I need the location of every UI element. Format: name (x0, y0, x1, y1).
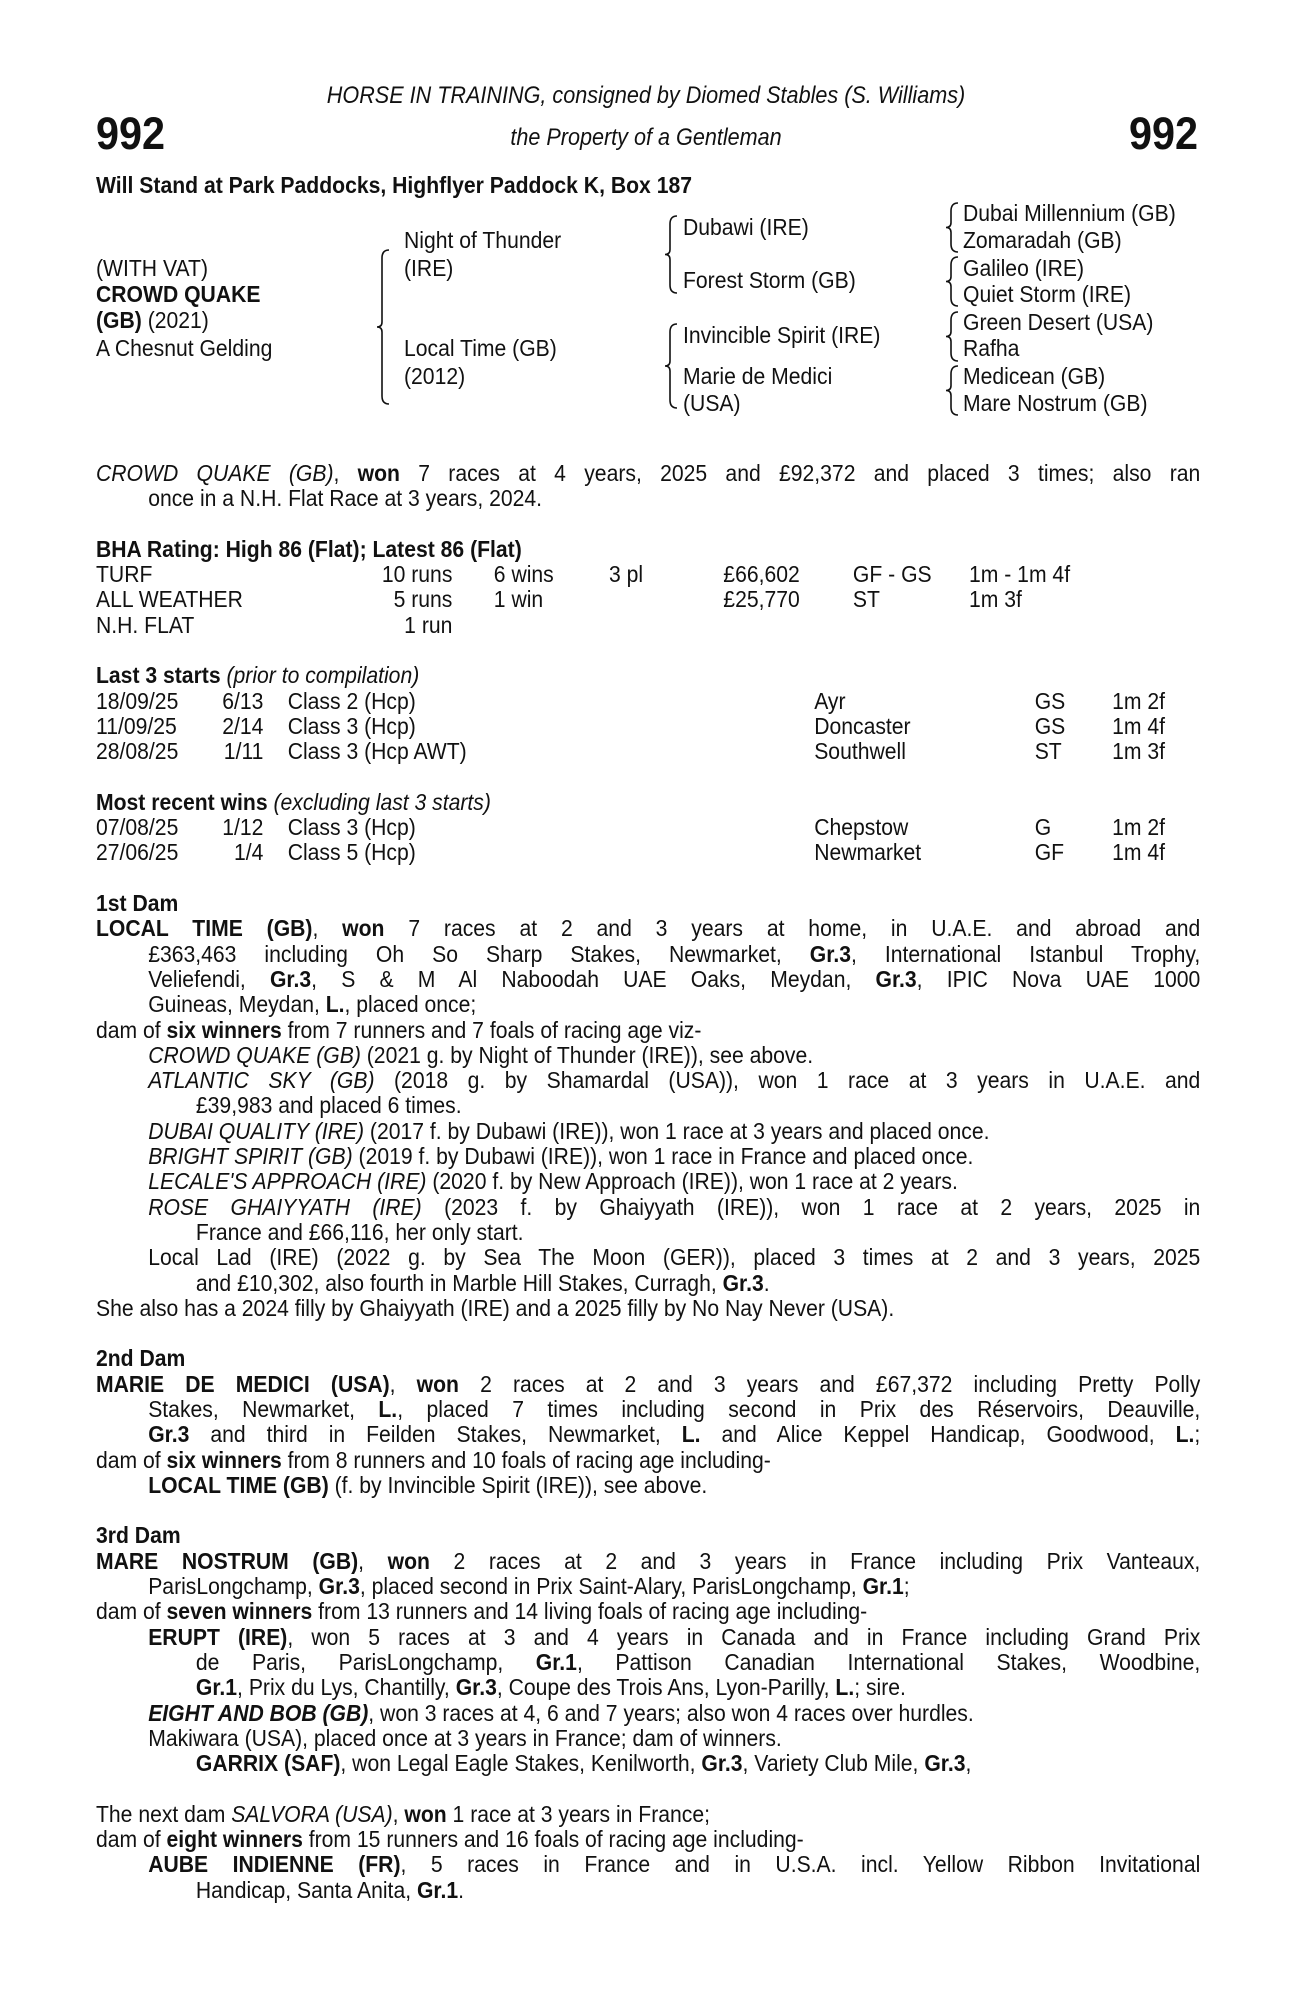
text-segment: ATLANTIC SKY (GB) (148, 1068, 375, 1094)
text-line (96, 1751, 1200, 1776)
text-segment: L. (325, 991, 345, 1018)
text-line (96, 1195, 1200, 1220)
race-class: Class 3 (Hcp) (287, 712, 416, 739)
text-segment: . (763, 1269, 770, 1296)
text-segment: Veliefendi, (148, 966, 270, 992)
spacer (96, 512, 1200, 537)
gen3-brace-1-icon (946, 203, 958, 252)
dam-name: Local Time (GB) (404, 335, 557, 361)
surface-label: ALL WEATHER (96, 586, 243, 613)
text-segment: (2020 f. by New Approach (IRE)), won 1 race at 2 years. (426, 1168, 958, 1195)
prize-money: £66,602 (723, 561, 800, 588)
text-line (96, 1650, 1200, 1675)
text-segment: 1 race at 3 years in France; (446, 1800, 711, 1827)
text-line (96, 1625, 1200, 1650)
going: GF - GS (852, 561, 932, 588)
text-segment: 3rd Dam (96, 1522, 181, 1549)
runs: 5 runs (393, 586, 453, 613)
text-segment: , won Legal Eagle Stakes, Kenilworth, (340, 1750, 702, 1777)
text-segment: won (387, 1548, 430, 1574)
text-segment: L. (681, 1422, 701, 1448)
text-segment: ERUPT (IRE) (148, 1624, 288, 1650)
dam-dam: Marie de Medici (683, 363, 833, 389)
sire-country: (IRE) (404, 255, 454, 281)
gen3-3: Galileo (IRE) (963, 255, 1085, 281)
text-segment: won (404, 1800, 447, 1827)
spacer (96, 1498, 1200, 1523)
text-segment: SALVORA (USA) (231, 1800, 393, 1827)
distance: 1m 3f (969, 586, 1022, 613)
gen3-brace-4-icon (946, 366, 958, 415)
text-segment: GARRIX (SAF) (195, 1750, 341, 1777)
text-segment: £39,983 and placed 6 times. (195, 1092, 462, 1119)
text-segment: Last 3 starts (96, 662, 221, 689)
horse-name: CROWD QUAKE (96, 281, 261, 307)
wins: 1 win (493, 586, 544, 613)
going: ST (1034, 738, 1062, 765)
text-segment: France and £66,116, her only start. (195, 1218, 524, 1245)
text-segment: ROSE GHAIYYATH (IRE) (148, 1194, 422, 1220)
spacer (96, 638, 1200, 663)
text-segment: , Prix du Lys, Chantilly, (237, 1674, 456, 1701)
surface-label: TURF (96, 561, 153, 588)
text-segment: seven winners (166, 1598, 313, 1625)
text-line (96, 1574, 1200, 1599)
race-class: Class 3 (Hcp) (287, 814, 416, 841)
text-segment: BRIGHT SPIRIT (GB) (148, 1143, 353, 1170)
text-segment: L. (835, 1674, 855, 1701)
text-segment: from 13 runners and 14 living foals of racing age including- (312, 1598, 868, 1625)
text-segment: She also has a 2024 filly by Ghaiyyath (IRE) and a 2025 filly by No Nay Never (USA). (96, 1294, 895, 1321)
text-segment: , International Istanbul Trophy, (850, 941, 1201, 967)
finish-position: 2/14 (222, 712, 264, 739)
text-segment: 7 races at 2 and 3 years at home, in U.A.E. and abroad and (384, 916, 1201, 942)
distance: 1m 3f (1112, 738, 1166, 765)
text-segment: Gr.3 (701, 1750, 743, 1777)
text-segment: Stakes, Newmarket, (148, 1396, 379, 1422)
text-segment: six winners (166, 1446, 282, 1473)
text-segment: dam of (96, 1446, 167, 1473)
text-line (96, 1169, 1200, 1194)
text-segment: won (416, 1371, 459, 1397)
text-segment: Gr.1 (535, 1649, 577, 1675)
text-segment: and third in Feilden Stakes, Newmarket, (189, 1422, 682, 1448)
text-segment: (2019 f. by Dubawi (IRE)), won 1 race in France and placed once. (352, 1143, 974, 1170)
distance: 1m - 1m 4f (969, 561, 1071, 588)
text-segment: , (312, 916, 343, 942)
text-line (96, 1422, 1200, 1447)
text-segment: Local Lad (IRE) (2022 g. by Sea The Moon (GER)), placed 3 times at 2 and 3 years, 2025 (148, 1245, 1201, 1271)
course: Newmarket (814, 839, 922, 866)
spacer (96, 765, 1200, 790)
text-line (96, 967, 1200, 992)
text-segment: 2 races at 2 and 3 years in France including Prix Vanteaux, (429, 1548, 1201, 1574)
text-segment: , won 3 races at 4, 6 and 7 years; also won 4 races over hurdles. (368, 1699, 974, 1726)
gen2-brace-bottom-icon (665, 324, 677, 408)
text-segment: Gr.3 (924, 1750, 966, 1777)
text-segment: and Alice Keppel Handicap, Goodwood, (700, 1422, 1176, 1448)
race-date: 28/08/25 (96, 738, 179, 765)
going: GF (1034, 839, 1065, 866)
text-segment: won (342, 916, 385, 942)
text-segment: , placed 7 times including second in Prix des Réservoirs, Deauville, (397, 1396, 1201, 1422)
text-segment: , (358, 1548, 388, 1574)
catalogue-body (96, 461, 1200, 1903)
sire-dam-brace-icon (377, 250, 389, 404)
text-line (96, 663, 1200, 688)
text-segment: , placed second in Prix Saint-Alary, ParisLongchamp, (359, 1573, 863, 1600)
text-segment: , 5 races in France and in U.S.A. incl. Yellow Ribbon Invitational (400, 1852, 1201, 1878)
rating-stats-row (96, 587, 1200, 612)
consignor-line: HORSE IN TRAINING, consigned by Diomed Stables (S. Williams) (326, 82, 966, 109)
text-segment: Gr.1 (195, 1674, 238, 1701)
dam-year: (2012) (404, 363, 466, 389)
text-line (96, 1043, 1200, 1068)
text-segment: BHA Rating: High 86 (Flat); Latest 86 (Flat) (96, 535, 522, 562)
text-segment: (2017 f. by Dubawi (IRE)), won 1 race at 3 years and placed once. (364, 1117, 990, 1144)
text-segment: 1st Dam (96, 890, 179, 917)
text-segment: MARIE DE MEDICI (USA) (96, 1371, 390, 1397)
text-line (96, 1675, 1200, 1700)
text-segment: Gr.1 (416, 1876, 459, 1903)
text-segment: ; (903, 1573, 910, 1600)
text-segment: LOCAL TIME (GB) (148, 1471, 329, 1498)
gen3-2: Zomaradah (GB) (963, 227, 1122, 253)
text-segment: The next dam (96, 1800, 232, 1827)
text-segment: , (333, 461, 358, 486)
stand-location: Will Stand at Park Paddocks, Highflyer Paddock K, Box 187 (96, 172, 693, 198)
text-line (96, 1119, 1200, 1144)
going: GS (1034, 712, 1066, 739)
text-line (96, 1701, 1200, 1726)
text-segment: , S & M Al Naboodah UAE Oaks, Meydan, (311, 966, 876, 992)
text-line (96, 1245, 1200, 1270)
race-start-row (96, 739, 1200, 764)
text-segment: £363,463 including Oh So Sharp Stakes, Newmarket, (148, 941, 810, 967)
gen3-1: Dubai Millennium (GB) (963, 200, 1176, 226)
text-segment: Gr.3 (318, 1573, 360, 1600)
finish-position: 1/11 (223, 738, 264, 765)
going: G (1034, 814, 1052, 841)
lot-number-right: 992 (1128, 108, 1198, 159)
horse-description: A Chesnut Gelding (96, 335, 273, 361)
race-start-row (96, 714, 1200, 739)
rating-stats-row (96, 562, 1200, 587)
text-line (96, 942, 1200, 967)
runs: 1 run (404, 611, 453, 638)
text-segment: . (458, 1876, 465, 1903)
text-line (96, 1827, 1200, 1852)
text-segment: Most recent wins (96, 788, 268, 815)
lot-number-left: 992 (96, 108, 166, 159)
text-segment: LOCAL TIME (GB) (96, 916, 313, 942)
distance: 1m 2f (1112, 687, 1166, 714)
prize-money: £25,770 (723, 586, 800, 613)
text-line (96, 1473, 1200, 1498)
text-segment: from 7 runners and 7 foals of racing age viz- (281, 1016, 702, 1043)
runs: 10 runs (381, 561, 453, 588)
spacer (96, 1776, 1200, 1801)
finish-position: 1/12 (222, 814, 264, 841)
text-segment: six winners (166, 1016, 282, 1043)
text-segment: won (357, 461, 400, 486)
text-segment: AUBE INDIENNE (FR) (148, 1852, 401, 1878)
text-segment: , (389, 1371, 417, 1397)
text-segment: LECALE'S APPROACH (IRE) (148, 1168, 427, 1195)
text-segment: , won 5 races at 3 and 4 years in Canada and in France including Grand Prix (287, 1624, 1201, 1650)
text-line (96, 1271, 1200, 1296)
finish-position: 6/13 (222, 687, 264, 714)
text-line (96, 1852, 1200, 1877)
text-segment: , Variety Club Mile, (742, 1750, 925, 1777)
text-segment: (2018 g. by Shamardal (USA)), won 1 race at 3 years in U.A.E. and (374, 1068, 1201, 1094)
text-segment: ; sire. (854, 1674, 906, 1701)
text-segment: Gr.3 (148, 1422, 190, 1448)
text-line (96, 1220, 1200, 1245)
sire-dam: Forest Storm (GB) (683, 267, 856, 293)
text-line (96, 1372, 1200, 1397)
text-segment: , (965, 1750, 972, 1777)
rating-stats-row (96, 613, 1200, 638)
text-line (96, 916, 1200, 941)
gen3-4: Quiet Storm (IRE) (963, 281, 1132, 307)
text-segment: DUBAI QUALITY (IRE) (148, 1117, 365, 1144)
race-class: Class 5 (Hcp) (287, 839, 416, 866)
finish-position: 1/4 (233, 839, 264, 866)
text-segment: L. (378, 1396, 398, 1422)
distance: 1m 4f (1112, 712, 1166, 739)
text-segment: Gr.1 (862, 1573, 904, 1600)
placings: 3 pl (609, 561, 644, 588)
text-segment: 7 races at 4 years, 2025 and £92,372 and placed 3 times; also ran (399, 461, 1201, 486)
text-line (96, 1296, 1200, 1321)
course: Chepstow (814, 814, 909, 841)
distance: 1m 2f (1112, 814, 1166, 841)
text-segment: , Pattison Canadian International Stakes, Woodbine, (576, 1649, 1201, 1675)
distance: 1m 4f (1112, 839, 1166, 866)
race-date: 07/08/25 (96, 814, 179, 841)
race-class: Class 3 (Hcp AWT) (287, 738, 467, 765)
race-date: 11/09/25 (96, 712, 177, 739)
text-segment: 2nd Dam (96, 1345, 186, 1372)
text-segment: dam of (96, 1826, 167, 1853)
gen3-7: Medicean (GB) (963, 363, 1106, 389)
horse-country: (GB) (96, 307, 142, 333)
text-segment: Gr.3 (455, 1674, 497, 1701)
race-date: 18/09/25 (96, 687, 179, 714)
text-segment: once in a N.H. Flat Race at 3 years, 2024. (148, 485, 543, 512)
text-line (96, 1397, 1200, 1422)
text-segment: (excluding last 3 starts) (267, 788, 491, 815)
race-start-row (96, 689, 1200, 714)
text-line (96, 486, 1200, 511)
text-line (96, 461, 1200, 486)
vat-note: (WITH VAT) (96, 255, 208, 281)
text-segment: Gr.3 (875, 966, 917, 992)
spacer (96, 1321, 1200, 1346)
text-segment: 2 races at 2 and 3 years and £67,372 including Pretty Polly (458, 1371, 1201, 1397)
going: GS (1034, 687, 1066, 714)
text-segment: Guineas, Meydan, (148, 991, 326, 1018)
gen3-8: Mare Nostrum (GB) (963, 390, 1148, 416)
race-start-row (96, 815, 1200, 840)
gen3-brace-2-icon (946, 257, 958, 306)
text-line (96, 1346, 1200, 1371)
race-start-row (96, 840, 1200, 865)
text-segment: (prior to compilation) (220, 662, 420, 689)
text-segment: Handicap, Santa Anita, (195, 1876, 417, 1903)
text-line (96, 790, 1200, 815)
course: Doncaster (814, 712, 911, 739)
dam-sire: Invincible Spirit (IRE) (683, 322, 881, 348)
text-segment: dam of (96, 1016, 167, 1043)
text-segment: CROWD QUAKE (GB) (96, 461, 334, 486)
dam-dam-country: (USA) (683, 390, 741, 416)
text-segment: (2023 f. by Ghaiyyath (IRE)), won 1 race at 2 years, 2025 in (421, 1194, 1201, 1220)
sire-sire: Dubawi (IRE) (683, 214, 809, 240)
going: ST (852, 586, 880, 613)
horse-year: (2021) (147, 307, 209, 333)
sire-name: Night of Thunder (404, 227, 562, 253)
text-segment: Gr.3 (809, 941, 851, 967)
text-segment: , placed once; (344, 991, 477, 1018)
property-line: the Property of a Gentleman (510, 124, 782, 151)
spacer (96, 866, 1200, 891)
race-class: Class 2 (Hcp) (287, 687, 416, 714)
text-line (96, 1878, 1200, 1903)
wins: 6 wins (493, 561, 554, 588)
pedigree-braces (0, 0, 1315, 440)
text-segment: eight winners (166, 1826, 303, 1853)
text-segment: L. (1175, 1422, 1195, 1448)
text-line (96, 1523, 1200, 1548)
text-line (96, 992, 1200, 1017)
text-segment: ParisLongchamp, (148, 1573, 319, 1600)
text-segment: (2021 g. by Night of Thunder (IRE)), see above. (360, 1041, 814, 1068)
text-segment: Gr.3 (269, 966, 312, 992)
gen3-6: Rafha (963, 335, 1020, 361)
text-line (96, 1144, 1200, 1169)
text-line (96, 891, 1200, 916)
text-segment: de Paris, ParisLongchamp, (195, 1649, 536, 1675)
text-line (96, 1068, 1200, 1093)
text-line (96, 1802, 1200, 1827)
text-segment: CROWD QUAKE (GB) (148, 1041, 361, 1068)
text-line (96, 537, 1200, 562)
course: Ayr (814, 687, 846, 714)
text-segment: , (392, 1800, 405, 1827)
text-line (96, 1599, 1200, 1624)
gen3-5: Green Desert (USA) (963, 309, 1154, 335)
text-segment: , IPIC Nova UAE 1000 (916, 966, 1201, 992)
text-segment: from 15 runners and 16 foals of racing age including- (302, 1826, 804, 1853)
text-segment: Gr.3 (722, 1269, 764, 1296)
text-segment: from 8 runners and 10 foals of racing age including- (281, 1446, 771, 1473)
gen2-brace-top-icon (665, 216, 677, 293)
text-line (96, 1549, 1200, 1574)
gen3-brace-3-icon (946, 312, 958, 361)
text-line (96, 1093, 1200, 1118)
text-line (96, 1726, 1200, 1751)
course: Southwell (814, 738, 906, 765)
text-segment: (f. by Invincible Spirit (IRE)), see above. (328, 1471, 708, 1498)
text-segment: MARE NOSTRUM (GB) (96, 1548, 359, 1574)
text-line (96, 1018, 1200, 1043)
text-segment: Makiwara (USA), placed once at 3 years in France; dam of winners. (148, 1724, 782, 1751)
text-segment: , Coupe des Trois Ans, Lyon-Parilly, (496, 1674, 836, 1701)
race-date: 27/06/25 (96, 839, 179, 866)
text-segment: EIGHT AND BOB (GB) (148, 1699, 369, 1726)
text-segment: and £10,302, also fourth in Marble Hill Stakes, Curragh, (195, 1269, 723, 1296)
text-line (96, 1448, 1200, 1473)
text-segment: ; (1194, 1422, 1201, 1448)
surface-label: N.H. FLAT (96, 611, 195, 638)
text-segment: dam of (96, 1598, 167, 1625)
